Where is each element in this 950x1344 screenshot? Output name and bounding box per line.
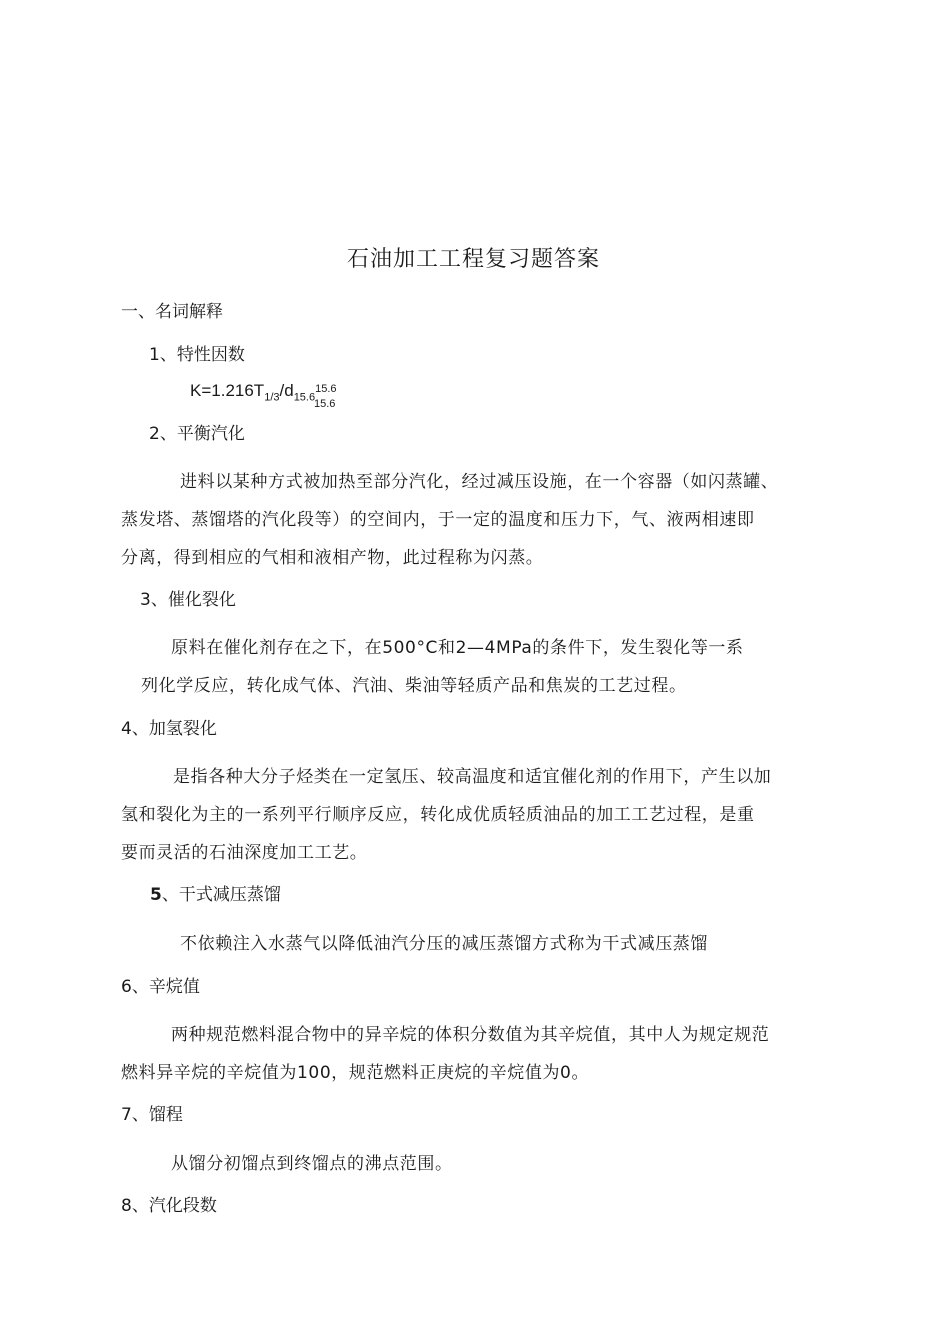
definition-line: 进料以某种方式被加热至部分汽化，经过减压设施，在一个容器（如闪蒸罐、 [180,472,779,492]
term-label: 、汽化段数 [131,1196,217,1216]
formula-lower-index: 15.6 [314,398,336,410]
formula-density: /d [279,381,294,400]
term-heading-2 [149,419,245,444]
term-heading-7 [121,1100,183,1125]
term-number: 6 [121,977,132,997]
term-number: 4 [121,719,132,739]
term-heading-3 [140,585,236,610]
term-heading-4 [121,714,217,739]
formula-exponent: 1/3 [264,391,280,404]
formula-main: K=1.216T [190,381,265,400]
term-heading-8 [121,1191,217,1216]
section-heading: 一、名词解释 [121,302,223,322]
definition-line: 是指各种大分子烃类在一定氢压、较高温度和适宜催化剂的作用下，产生以加 [173,767,772,787]
formula-superscript: 15.6 [315,383,337,395]
term-number: 3 [140,590,151,610]
term-number: 8 [121,1196,132,1216]
term-number: 1 [149,345,160,365]
definition-line: 从馏分初馏点到终馏点的沸点范围。 [171,1154,453,1174]
term-label: 、平衡汽化 [159,424,245,444]
formula-subscript: 15.6 [293,391,316,404]
term-label: 、辛烷值 [131,977,200,997]
term-label: 、馏程 [131,1105,183,1125]
definition-line: 两种规范燃料混合物中的异辛烷的体积分数值为其辛烷值，其中人为规定规范 [171,1025,770,1045]
term-heading-5 [150,880,281,905]
term-label: 、特性因数 [159,345,245,365]
definition-line: 原料在催化剂存在之下，在500°C和2—4MPa的条件下，发生裂化等一系 [171,638,744,658]
definition-line: 列化学反应，转化成气体、汽油、柴油等轻质产品和焦炭的工艺过程。 [141,676,687,696]
definition-line: 氢和裂化为主的一系列平行顺序反应，转化成优质轻质油品的加工工艺过程，是重 [121,805,755,825]
definition-line: 不依赖注入水蒸气以降低油汽分压的减压蒸馏方式称为干式减压蒸馏 [180,934,708,954]
definition-line: 燃料异辛烷的辛烷值为100，规范燃料正庚烷的辛烷值为0。 [121,1063,590,1083]
term-label: 、催化裂化 [150,590,236,610]
term-number: 2 [149,424,160,444]
definition-line: 分离，得到相应的气相和液相产物，此过程称为闪蒸。 [121,548,544,568]
term-heading-1 [149,340,245,365]
term-number: 5 [150,885,162,905]
definition-line: 蒸发塔、蒸馏塔的汽化段等）的空间内，于一定的温度和压力下，气、液两相速即 [121,510,755,530]
term-label: 、干式减压蒸馏 [161,885,281,905]
term-number: 7 [121,1105,132,1125]
definition-line: 要而灵活的石油深度加工工艺。 [121,843,368,863]
term-heading-6 [121,972,200,997]
term-label: 、加氢裂化 [131,719,217,739]
page-title: 石油加工工程复习题答案 [347,247,601,272]
